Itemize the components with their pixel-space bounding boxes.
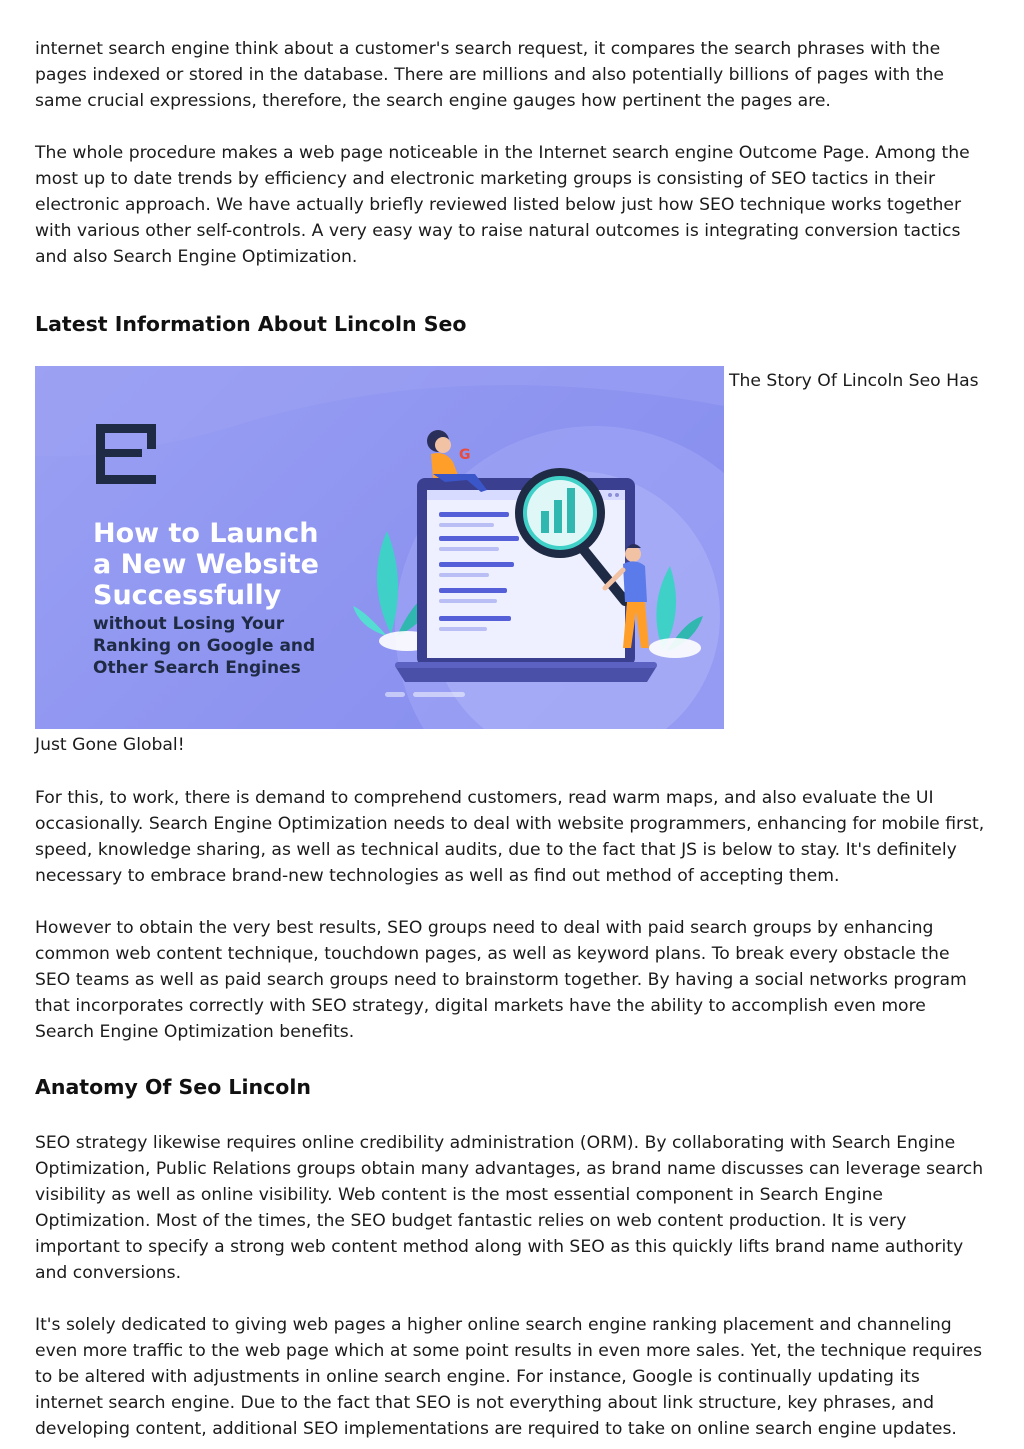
article-illustration [35,366,724,729]
section-heading: Latest Information About Lincoln Seo [35,312,467,336]
figure-row [35,366,989,729]
figure-subtitle-line: Ranking on Google and [93,636,316,656]
figure-title-line: a New Website [93,549,319,580]
paragraph-fragment: Just Gone Global! [35,735,185,755]
paragraph-fragment: The Story Of Lincoln Seo Has [729,371,979,391]
figure-subtitle-line: without Losing Your [93,614,285,634]
figure-subtitle-line: Other Search Engines [93,658,301,678]
paragraph: SEO strategy likewise requires online credibility administration (ORM). By collaborating with Search Engine Optimization, Public Relations groups obtain many advantages, as brand name discusses can leverage search visibility as well as online visibility. Web content is the most essential component in Search Engine Optimization. Most of the times, the SEO budget fantastic relies on web content production. It is very important to specify a strong web content method along with SEO as this quickly lifts brand name authority and conversions. [35,1133,984,1283]
paragraph: For this, to work, there is demand to comprehend customers, read warm maps, and also evaluate the UI occasionally. Search Engine Optimization needs to deal with website programmers, enhancing for mobile first, speed, knowledge sharing, as well as technical audits, due to the fact that JS is below to stay. It's definitely necessary to embrace brand-new technologies as well as find out method of accepting them. [35,788,985,886]
paragraph: However to obtain the very best results, SEO groups need to deal with paid search groups by enhancing common web content technique, touchdown pages, as well as keyword plans. To break every obstacle the SEO teams as well as paid search groups need to brainstorm together. By having a social networks program that incorporates correctly with SEO strategy, digital markets have the ability to accomplish even more Search Engine Optimization benefits. [35,918,967,1042]
figure-title-line: Successfully [93,580,282,611]
paragraph: It's solely dedicated to giving web pages a higher online search engine ranking placement and channeling even more traffic to the web page which at some point results in even more sales. Yet, the technique requires to be altered with adjustments in online search engine. For instance, Google is continually updating its internet search engine. Due to the fact that SEO is not everything about link structure, key phrases, and developing content, additional SEO implementations are required to take on online search engine updates. [35,1315,983,1439]
figure-title-line: How to Launch [93,518,319,549]
svg-text:G: G [459,447,471,463]
paragraph: internet search engine think about a customer's search request, it compares the search phrases with the pages indexed or stored in the database. There are millions and also potentially billions of pages with the same crucial expressions, therefore, the search engine gauges how pertinent the pages are. [35,39,944,111]
figure-subtitle [93,614,315,678]
section-heading: Anatomy Of Seo Lincoln [35,1075,311,1099]
brand-logo [96,424,156,484]
figure-headline [93,518,319,611]
paragraph: The whole procedure makes a web page noticeable in the Internet search engine Outcome Page. Among the most up to date trends by efficiency and electronic marketing groups is consisting of SEO tactics in their electronic approach. We have actually briefly reviewed listed below just how SEO technique works together with various other self-controls. A very easy way to raise natural outcomes is integrating conversion tactics and also Search Engine Optimization. [35,143,970,267]
